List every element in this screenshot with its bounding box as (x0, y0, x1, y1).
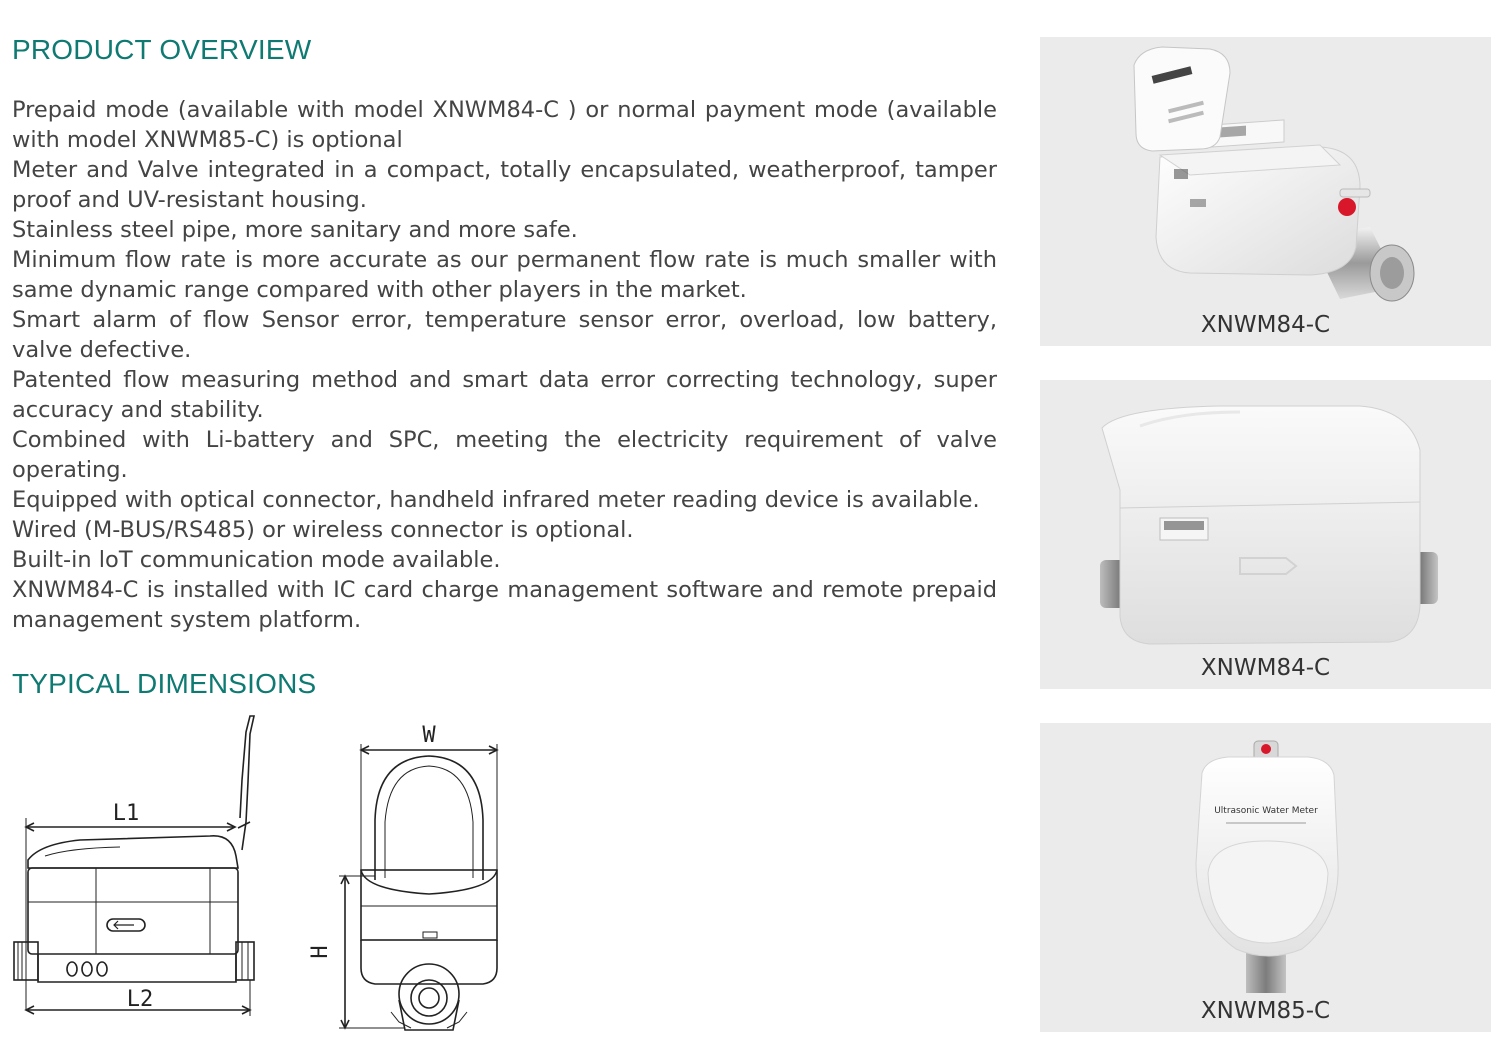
overview-item: Prepaid mode (available with model XNWM84-C ) or normal payment mode (available with model XNWM85-C) is optional (12, 97, 997, 153)
overview-item: Equipped with optical connector, handheld infrared meter reading device is available. (12, 487, 980, 513)
product-photo-card (1040, 380, 1491, 689)
typical-dimensions-heading: TYPICAL DIMENSIONS (12, 668, 317, 699)
w-label: W (422, 723, 436, 748)
ultrasonic-water-meter-image (1040, 723, 1491, 1032)
side-view-drawing (10, 710, 280, 1030)
product-photo-card (1040, 723, 1491, 1032)
product-caption: XNWM85-C (1200, 998, 1331, 1024)
l2-label: L2 (126, 987, 154, 1012)
meter-face-title: Ultrasonic Water Meter (1214, 806, 1318, 816)
product-photo-card (1040, 37, 1491, 346)
overview-item: Minimum flow rate is more accurate as our permanent flow rate is much smaller with same dynamic range compared with other players in the market. (12, 247, 997, 303)
product-overview-heading: PRODUCT OVERVIEW (12, 34, 312, 65)
overview-item: Smart alarm of flow Sensor error, temperature sensor error, overload, low battery, valve defective. (12, 307, 997, 363)
water-meter-open-lid-image (1040, 37, 1491, 346)
product-overview-list (12, 95, 997, 635)
product-caption: XNWM84-C (1200, 655, 1331, 681)
overview-item: Built-in loT communication mode available. (12, 547, 501, 573)
overview-item: XNWM84-C is installed with IC card charge management software and remote prepaid management system platform. (12, 577, 997, 633)
overview-item: Meter and Valve integrated in a compact, totally encapsulated, weatherproof, tamper proof and UV-resistant housing. (12, 157, 997, 213)
overview-item: Patented flow measuring method and smart data error correcting technology, super accuracy and stability. (12, 367, 997, 423)
overview-item: Stainless steel pipe, more sanitary and more safe. (12, 217, 578, 243)
h-label: H (308, 945, 333, 959)
water-meter-side-image (1040, 380, 1491, 689)
product-caption: XNWM84-C (1200, 312, 1331, 338)
overview-item: Combined with Li-battery and SPC, meeting the electricity requirement of valve operating. (12, 427, 997, 483)
overview-item: Wired (M-BUS/RS485) or wireless connector is optional. (12, 517, 634, 543)
front-view-drawing (305, 710, 515, 1035)
l1-label: L1 (112, 801, 140, 826)
